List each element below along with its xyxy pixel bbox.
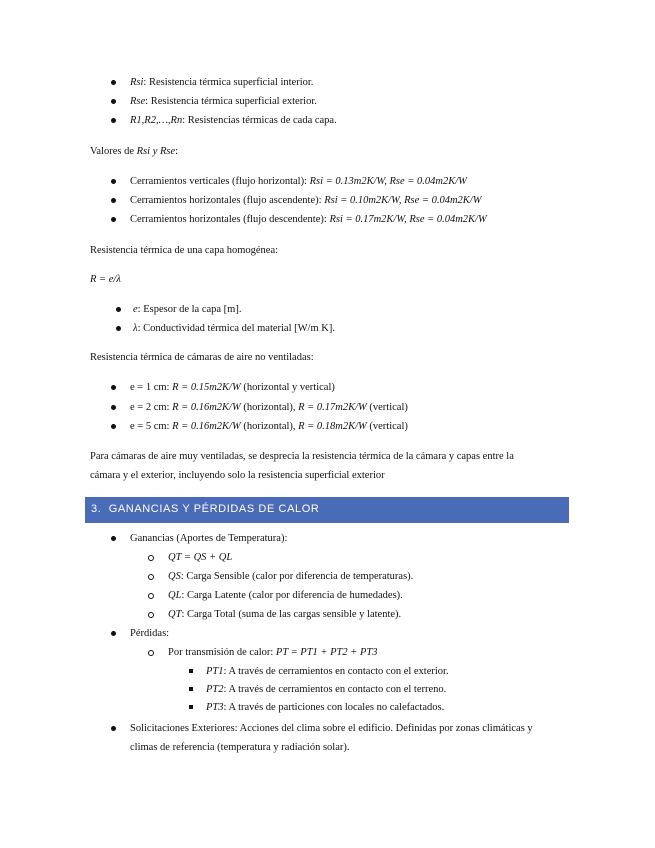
valores-heading [90, 145, 178, 159]
list-item [133, 303, 241, 317]
list-item [130, 194, 481, 208]
sub-sub-item [206, 665, 449, 679]
sub-item [168, 646, 378, 660]
symbol: Rsi [130, 77, 144, 88]
equation: R = 0.16m2K/W [172, 402, 241, 413]
section-title-text: GANANCIAS Y PÉRDIDAS DE CALOR [108, 503, 320, 515]
circle-bullet [148, 650, 154, 656]
section-heading [85, 497, 569, 523]
square-bullet [189, 687, 193, 691]
item-text: Cerramientos horizontales (flujo ascendente): [130, 195, 325, 206]
equation: R = 0.17m2K/W [298, 402, 367, 413]
list-item [130, 175, 467, 189]
item-text: : Espesor de la capa [m]. [137, 304, 242, 315]
item-text: : Carga Total (suma de las cargas sensible y latente). [181, 609, 402, 620]
item-text: (vertical) [366, 402, 408, 413]
symbol: PT1 [206, 666, 224, 677]
symbol: QL [168, 590, 182, 601]
sub-sub-item [206, 701, 444, 715]
item-text: Por transmisión de calor: [168, 647, 276, 658]
bullet [111, 405, 116, 410]
bullet [111, 536, 116, 541]
item-text: : Resistencias térmicas de cada capa. [182, 115, 337, 126]
perdidas-label: Pérdidas: [130, 628, 170, 639]
section-title [91, 503, 319, 515]
circle-bullet [148, 555, 154, 561]
item-text: (horizontal), [240, 402, 299, 413]
capa-heading: Resistencia térmica de una capa homogénea: [90, 245, 279, 256]
item-text: (horizontal), [240, 421, 299, 432]
circle-bullet [148, 574, 154, 580]
symbol: QS [168, 571, 181, 582]
symbol: PT2 [206, 684, 224, 695]
equation: QT = QS + QL [168, 552, 233, 563]
bullet [111, 631, 116, 636]
bullet [111, 99, 116, 104]
formula: R = e/λ [90, 274, 121, 285]
bullet [116, 307, 121, 312]
list-item [130, 76, 313, 90]
circle-bullet [148, 593, 154, 599]
bullet [111, 118, 116, 123]
solicitaciones-line: Solicitaciones Exteriores: Acciones del clima sobre el edificio. Definidas por zonas climáticas y [130, 723, 533, 734]
list-item [130, 420, 408, 434]
item-text: : Carga Sensible (calor por diferencia de temperaturas). [180, 571, 414, 582]
square-bullet [189, 669, 193, 673]
item-text: : Resistencia térmica superficial interior. [143, 77, 314, 88]
bullet [111, 726, 116, 731]
solicitaciones-line: climas de referencia (temperatura y radiación solar). [130, 742, 350, 753]
bullet [116, 326, 121, 331]
item-text: : A través de cerramientos en contacto con el exterior. [223, 666, 449, 677]
camaras-heading: Resistencia térmica de cámaras de aire no ventiladas: [90, 352, 314, 363]
symbol: R1,R2,…,Rn [130, 115, 183, 126]
item-text: : Resistencia térmica superficial exterior. [145, 96, 317, 107]
symbol: QT [168, 609, 182, 620]
sub-sub-item [206, 683, 446, 697]
list-item [130, 381, 335, 395]
square-bullet [189, 705, 193, 709]
item-text: Cerramientos verticales (flujo horizontal): [130, 176, 310, 187]
item-text: : Carga Latente (calor por diferencia de humedades). [181, 590, 403, 601]
item-text: e = 1 cm: [130, 382, 173, 393]
list-item [130, 95, 317, 109]
symbol: Rsi y Rse [136, 146, 176, 157]
item-text: : Conductividad térmica del material [W/m K]. [137, 323, 335, 334]
sub-item [168, 608, 401, 622]
sub-item [168, 589, 403, 603]
item-text: e = 2 cm: [130, 402, 173, 413]
bullet [111, 198, 116, 203]
equation: Rsi = 0.17m2K/W, Rse = 0.04m2K/W [329, 214, 487, 225]
bullet [111, 80, 116, 85]
symbol: λ [133, 323, 138, 334]
equation: R = 0.15m2K/W [172, 382, 241, 393]
item-text: Cerramientos horizontales (flujo descendente): [130, 214, 330, 225]
symbol: e [133, 304, 138, 315]
sub-item [168, 551, 232, 565]
bullet [111, 217, 116, 222]
symbol: Rse [130, 96, 146, 107]
list-item [130, 114, 337, 128]
list-item [130, 401, 408, 415]
paragraph-line: cámara y el exterior, incluyendo solo la resistencia superficial exterior [90, 470, 385, 481]
section-number: 3. [91, 503, 102, 515]
ganancias-label: Ganancias (Aportes de Temperatura): [130, 533, 288, 544]
symbol: PT3 [206, 702, 224, 713]
equation: Rsi = 0.13m2K/W, Rse = 0.04m2K/W [309, 176, 467, 187]
item-text: e = 5 cm: [130, 421, 173, 432]
item-text: (horizontal y vertical) [240, 382, 335, 393]
paragraph-line: Para cámaras de aire muy ventiladas, se desprecia la resistencia térmica de la cámara y capas entre la [90, 451, 514, 462]
item-text: : A través de particiones con locales no calefactados. [223, 702, 445, 713]
circle-bullet [148, 612, 154, 618]
equation: PT = PT1 + PT2 + PT3 [275, 647, 378, 658]
heading-text: Valores de [90, 146, 137, 157]
bullet [111, 424, 116, 429]
bullet [111, 179, 116, 184]
sub-item [168, 570, 413, 584]
equation: Rsi = 0.10m2K/W, Rse = 0.04m2K/W [324, 195, 482, 206]
heading-text: : [175, 146, 179, 157]
bullet [111, 385, 116, 390]
equation: R = 0.16m2K/W [172, 421, 241, 432]
item-text: (vertical) [366, 421, 408, 432]
item-text: : A través de cerramientos en contacto con el terreno. [223, 684, 447, 695]
list-item [133, 322, 335, 336]
equation: R = 0.18m2K/W [298, 421, 367, 432]
list-item [130, 213, 487, 227]
